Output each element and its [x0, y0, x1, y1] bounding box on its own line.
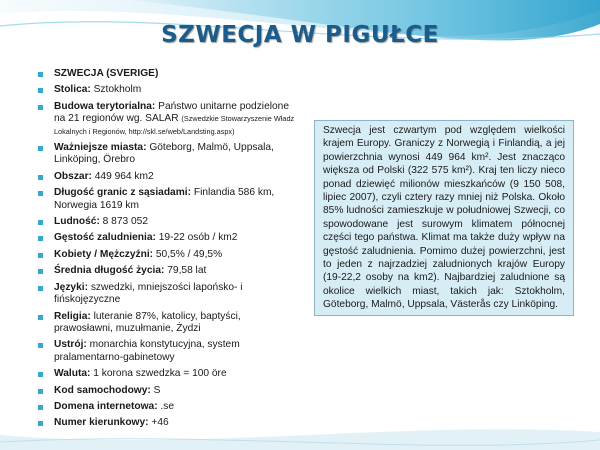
fact-value: Göteborg, Malmö, Uppsala, Linköping, Örebro [54, 142, 274, 166]
fact-label: Języki: [54, 281, 88, 293]
fact-item [36, 84, 298, 96]
fact-value: .se [157, 400, 175, 412]
fact-value: 19-22 osób / km2 [155, 232, 238, 244]
fact-value: luteranie 87%, katolicy, baptyści, prawosławni, muzułmanie, Żydzi [54, 310, 241, 334]
info-box: Szwecja jest czwartym pod względem wielkości krajem Europy. Graniczy z Norwegią i Finlandią, a jej powierzchnia wynosi 449 964 km². Jest znacząco większa od Polski (322 575 km²). Kraj ten liczy nieco ponad dziewięć milionów mieszkańców (9 150 508, lipiec 2007), czyli cztery razy mniej niż Polska. Około 85% ludności zamieszkuje w południowej Szwecji, co spowodowane jest surowym klimatem północnej części tego państwa. Klimat ma także duży wpływ na gęstość zaludnienia. Pomimo dużej powierzchni, jest to jeden z najrzadziej zaludnionych krajów Europy (19-22,2 osoby na km2). Najbardziej zaludnione są okolice wielkich miast, takich jak: Sztokholm, Göteborg, Malmö, Uppsala, Västerås czy Linköping. [314, 120, 574, 316]
fact-value: +46 [148, 417, 169, 429]
fact-item [36, 339, 298, 364]
fact-value: Państwo unitarne podzielone na 21 regionów wg. SALAR [54, 100, 289, 125]
fact-label: Domena internetowa: [54, 400, 158, 412]
fact-value: 8 873 052 [99, 216, 148, 228]
fact-label: Ludność: [54, 216, 100, 228]
fact-item [36, 417, 298, 429]
fact-label: Kod samochodowy: [54, 384, 151, 396]
facts-list [36, 68, 298, 434]
fact-note: (Szwedzkie Stowarzyszenie Władz Lokalnych i Regionów, http://skl.se/web/Landsting.aspx) [54, 114, 295, 136]
fact-item [36, 249, 298, 261]
fact-label: Obszar: [54, 170, 92, 182]
fact-label: SZWECJA (SVERIGE) [54, 68, 159, 79]
fact-label: Waluta: [54, 368, 91, 380]
fact-value: monarchia konstytucyjna, system pralamentarno-gabinetowy [54, 339, 240, 363]
fact-label: Kobiety / Mężczyźni: [54, 248, 154, 260]
fact-label: Numer kierunkowy: [54, 417, 149, 429]
fact-value: S [150, 384, 161, 396]
fact-item [36, 142, 298, 167]
fact-item [36, 401, 298, 413]
fact-label: Ustrój: [54, 339, 87, 351]
fact-label: Budowa terytorialna: [54, 100, 156, 112]
fact-item [36, 265, 298, 277]
fact-label: Ważniejsze miasta: [54, 142, 147, 154]
fact-value: 79,58 lat [164, 265, 207, 277]
fact-value: Finlandia 586 km, Norwegia 1619 km [54, 187, 275, 211]
fact-label: Religia: [54, 310, 91, 322]
fact-label: Gęstość zaludnienia: [54, 232, 156, 244]
fact-item [36, 385, 298, 397]
fact-label: Stolica: [54, 84, 91, 96]
fact-value: szwedzki, mniejszości lapońsko- i fińskojęzyczne [54, 281, 243, 306]
fact-label: Średnia długość życia: [54, 265, 165, 277]
fact-value: 1 korona szwedzka = 100 öre [90, 368, 227, 380]
fact-item [36, 232, 298, 244]
fact-item [36, 187, 298, 212]
fact-value: Sztokholm [90, 84, 142, 96]
fact-value: 449 964 km2 [91, 170, 154, 182]
fact-item [36, 368, 298, 380]
fact-item [36, 282, 298, 307]
fact-label: Długość granic z sąsiadami: [54, 187, 192, 199]
fact-item [36, 68, 298, 80]
fact-value: 50,5% / 49,5% [153, 248, 223, 260]
page-title: SZWECJA W PIGUŁCE [161, 22, 439, 48]
fact-item [36, 216, 298, 228]
fact-item [36, 311, 298, 336]
fact-item [36, 171, 298, 183]
fact-item [36, 101, 298, 138]
